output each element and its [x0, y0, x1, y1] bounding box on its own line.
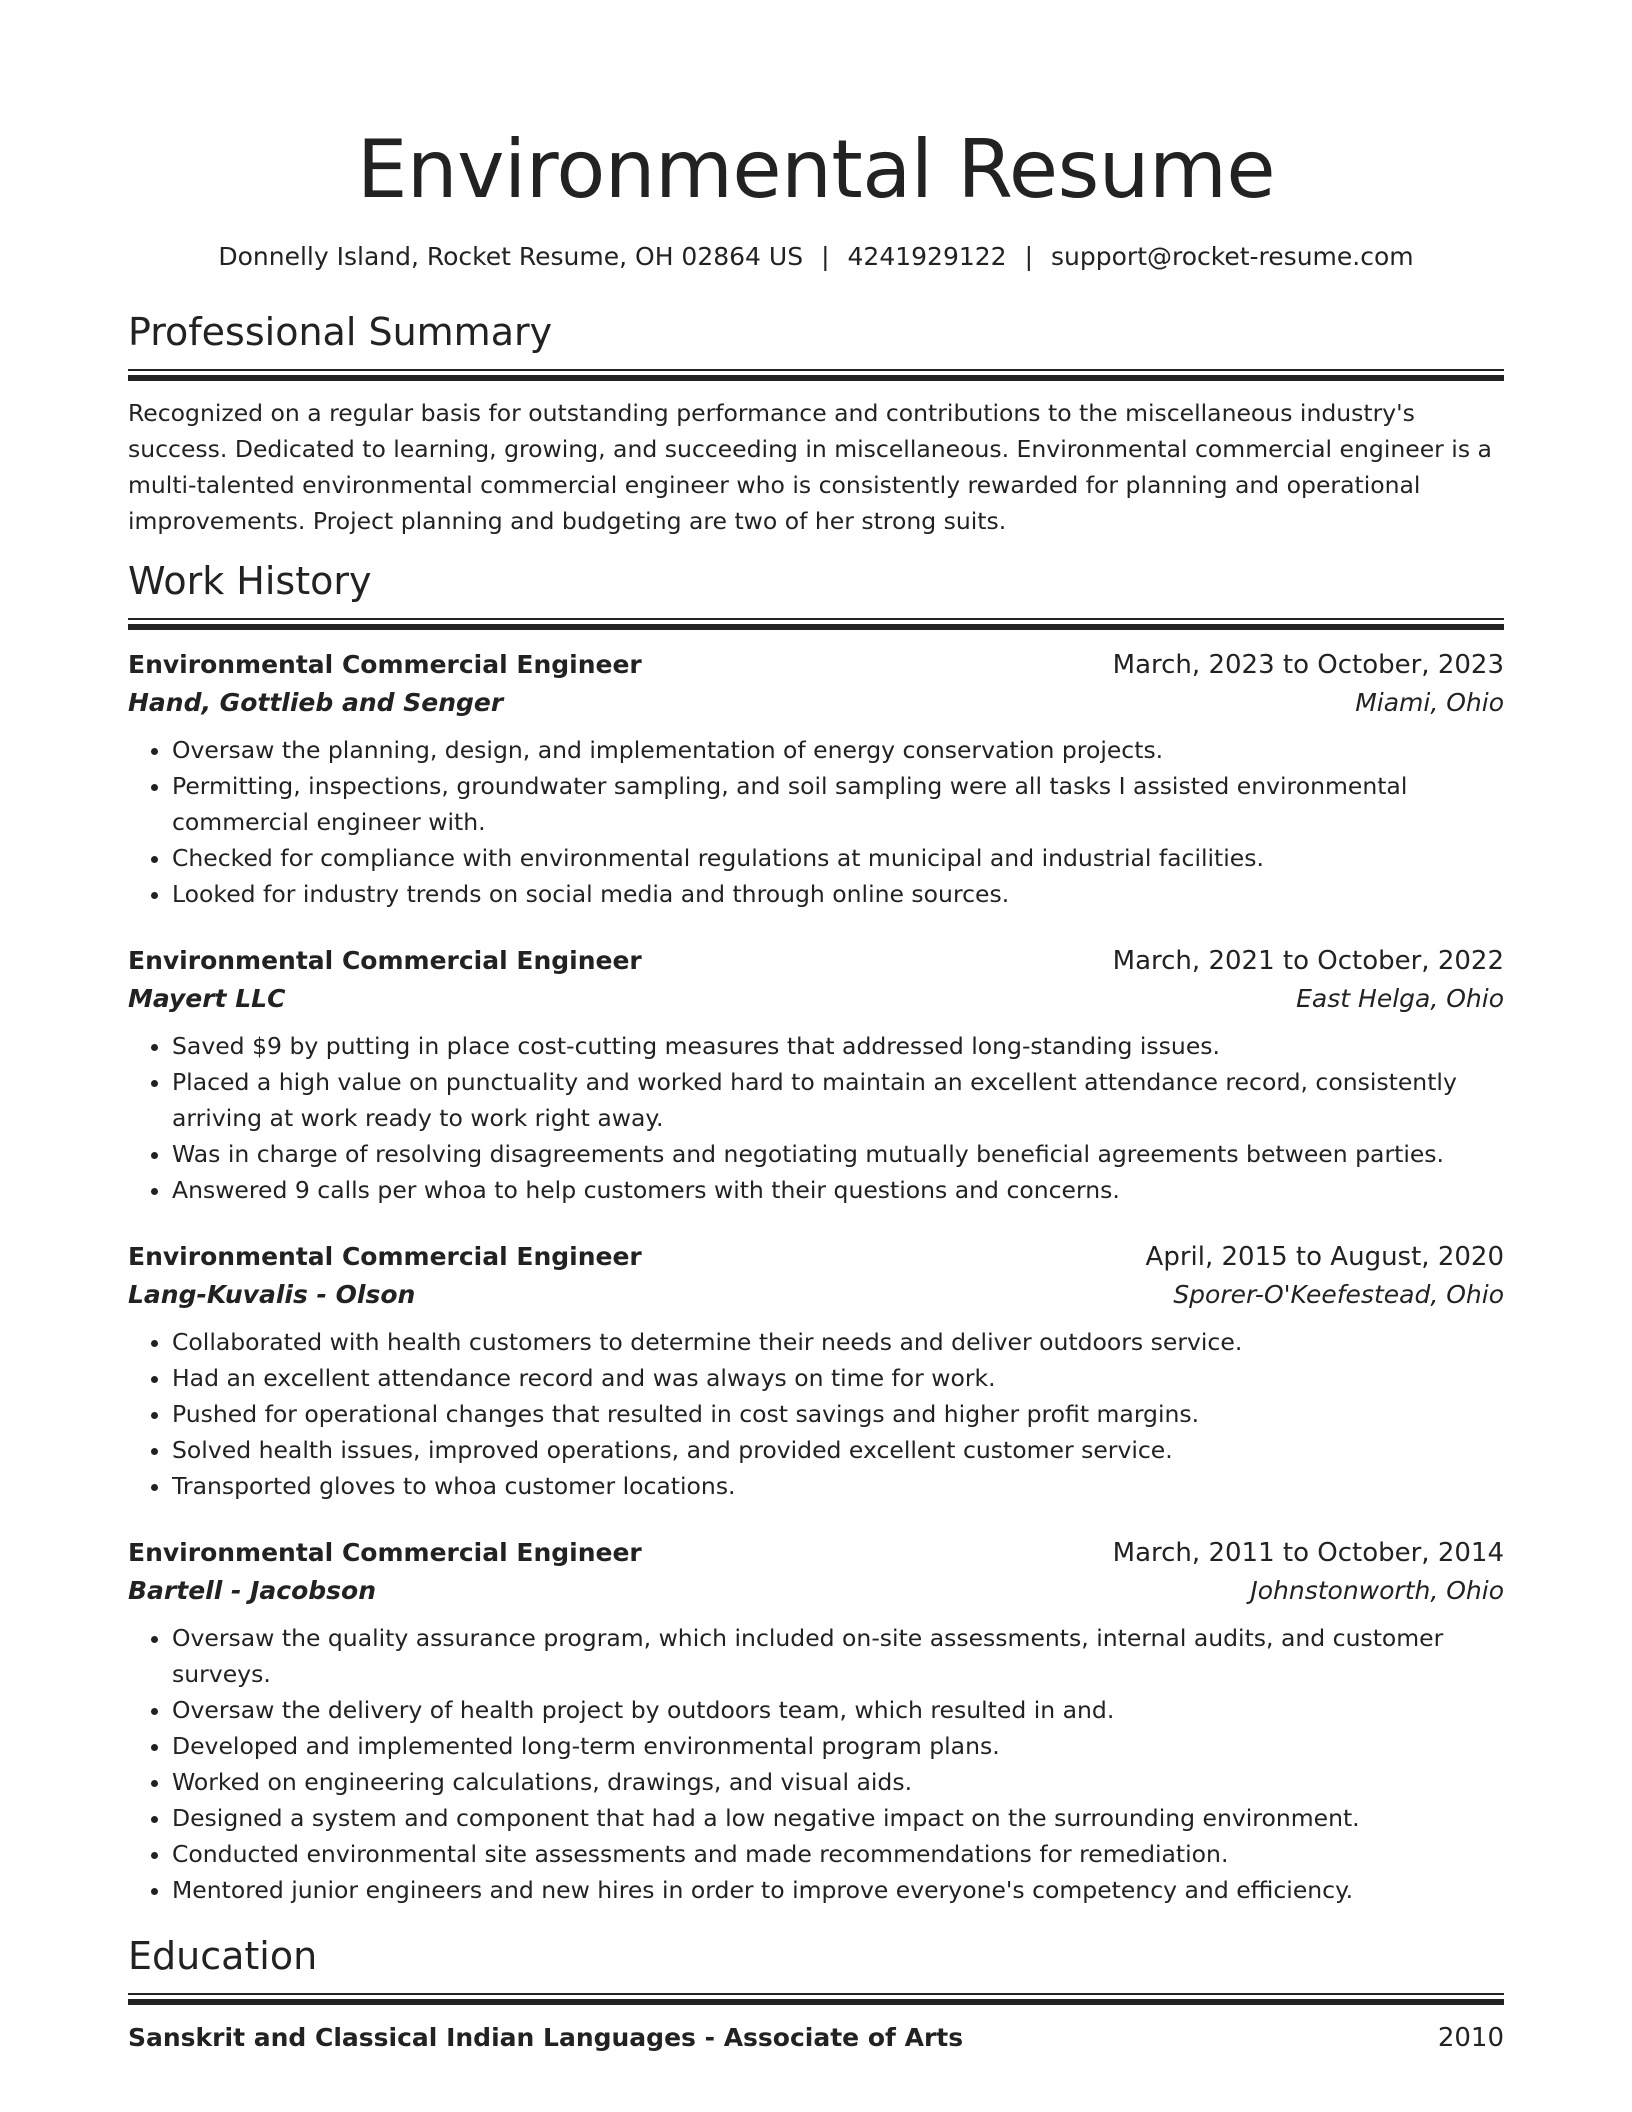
section-divider	[128, 618, 1504, 630]
job-bullet-list	[128, 1324, 1504, 1504]
job-bullet: • Pushed for operational changes that resulted in cost savings and higher profit margins.	[172, 1396, 1504, 1432]
job-header-row	[128, 646, 1504, 684]
job-location: East Helga, Ohio	[1296, 984, 1504, 1013]
section-divider	[128, 369, 1504, 381]
contact-phone: 4241929122	[847, 242, 1007, 271]
job-header-row	[128, 1238, 1504, 1276]
job-bullet: • Oversaw the delivery of health project by outdoors team, which resulted in and.	[172, 1692, 1504, 1728]
job-bullet-list	[128, 1620, 1504, 1908]
job-location: Miami, Ohio	[1355, 688, 1504, 717]
job-bullet: • Transported gloves to whoa customer locations.	[172, 1468, 1504, 1504]
job-bullet: • Collaborated with health customers to determine their needs and deliver outdoors service.	[172, 1324, 1504, 1360]
contact-line	[128, 240, 1504, 274]
job-title: Environmental Commercial Engineer	[128, 946, 642, 975]
job-bullet: • Checked for compliance with environmental regulations at municipal and industrial facilities.	[172, 840, 1504, 876]
job-company: Lang-Kuvalis - Olson	[128, 1280, 416, 1309]
job-bullet: • Solved health issues, improved operations, and provided excellent customer service.	[172, 1432, 1504, 1468]
job-location: Johnstonworth, Ohio	[1250, 1576, 1504, 1605]
section-heading-education: Education	[128, 1934, 318, 1978]
job-company: Hand, Gottlieb and Senger	[128, 688, 504, 717]
job-location: Sporer-O'Keefestead, Ohio	[1173, 1280, 1504, 1309]
contact-email: support@rocket-resume.com	[1051, 242, 1414, 271]
job-entry	[128, 646, 1504, 912]
job-bullet: • Answered 9 calls per whoa to help customers with their questions and concerns.	[172, 1172, 1504, 1208]
education-list	[128, 2019, 1504, 2057]
job-list	[128, 646, 1504, 1908]
job-bullet-list	[128, 1028, 1504, 1208]
work-history-section	[128, 557, 1504, 1908]
job-title: Environmental Commercial Engineer	[128, 650, 642, 679]
job-entry	[128, 1534, 1504, 1908]
job-entry	[128, 1238, 1504, 1504]
job-dates: March, 2023 to October, 2023	[1112, 650, 1504, 680]
education-entry	[128, 2019, 1504, 2057]
job-subheader-row	[128, 1572, 1504, 1610]
summary-text: Recognized on a regular basis for outstanding performance and contributions to the miscellaneous industry's success. Dedicated to learning, growing, and succeeding in miscellaneous. Environmental commercial engineer is a multi-talented environmental commercial engineer who is consistently rewarded for planning and operational improvements. Project planning and budgeting are two of her strong suits.	[128, 399, 1492, 535]
job-subheader-row	[128, 1276, 1504, 1314]
job-bullet-list	[128, 732, 1504, 912]
job-dates: March, 2021 to October, 2022	[1112, 946, 1504, 976]
job-title: Environmental Commercial Engineer	[128, 1538, 642, 1567]
job-company: Bartell - Jacobson	[128, 1576, 376, 1605]
job-dates: April, 2015 to August, 2020	[1145, 1242, 1504, 1272]
contact-separator: |	[1024, 242, 1034, 271]
job-title: Environmental Commercial Engineer	[128, 1242, 642, 1271]
job-bullet: • Designed a system and component that had a low negative impact on the surrounding environment.	[172, 1800, 1504, 1836]
job-bullet: • Developed and implemented long-term environmental program plans.	[172, 1728, 1504, 1764]
summary-section	[128, 308, 1504, 539]
job-bullet: • Oversaw the planning, design, and implementation of energy conservation projects.	[172, 732, 1504, 768]
job-bullet: • Permitting, inspections, groundwater sampling, and soil sampling were all tasks I assisted environmental commercial engineer with.	[172, 768, 1504, 840]
section-heading-summary: Professional Summary	[128, 310, 553, 354]
job-dates: March, 2011 to October, 2014	[1112, 1538, 1504, 1568]
job-subheader-row	[128, 684, 1504, 722]
job-bullet: • Oversaw the quality assurance program, which included on-site assessments, internal audits, and customer surveys.	[172, 1620, 1504, 1692]
job-bullet: • Had an excellent attendance record and was always on time for work.	[172, 1360, 1504, 1396]
contact-address: Donnelly Island, Rocket Resume, OH 02864 US	[218, 242, 804, 271]
section-heading-work-history: Work History	[128, 559, 372, 603]
job-bullet: • Worked on engineering calculations, drawings, and visual aids.	[172, 1764, 1504, 1800]
education-year: 2010	[1437, 2023, 1504, 2053]
resume-title: Environmental Resume	[356, 123, 1276, 216]
job-bullet: • Looked for industry trends on social media and through online sources.	[172, 876, 1504, 912]
contact-separator: |	[821, 242, 830, 271]
resume-page	[128, 0, 1504, 2057]
job-company: Mayert LLC	[128, 984, 286, 1013]
job-entry	[128, 942, 1504, 1208]
job-header-row	[128, 1534, 1504, 1572]
job-subheader-row	[128, 980, 1504, 1018]
job-bullet: • Conducted environmental site assessments and made recommendations for remediation.	[172, 1836, 1504, 1872]
job-bullet: • Was in charge of resolving disagreements and negotiating mutually beneficial agreements between parties.	[172, 1136, 1504, 1172]
job-bullet: • Saved $9 by putting in place cost-cutting measures that addressed long-standing issues.	[172, 1028, 1504, 1064]
education-degree: Sanskrit and Classical Indian Languages - Associate of Arts	[128, 2023, 964, 2052]
job-bullet: • Placed a high value on punctuality and worked hard to maintain an excellent attendance record, consistently arriving at work ready to work right away.	[172, 1064, 1504, 1136]
education-section	[128, 1932, 1504, 2057]
section-divider	[128, 1993, 1504, 2005]
job-bullet: • Mentored junior engineers and new hires in order to improve everyone's competency and efficiency.	[172, 1872, 1504, 1908]
job-header-row	[128, 942, 1504, 980]
